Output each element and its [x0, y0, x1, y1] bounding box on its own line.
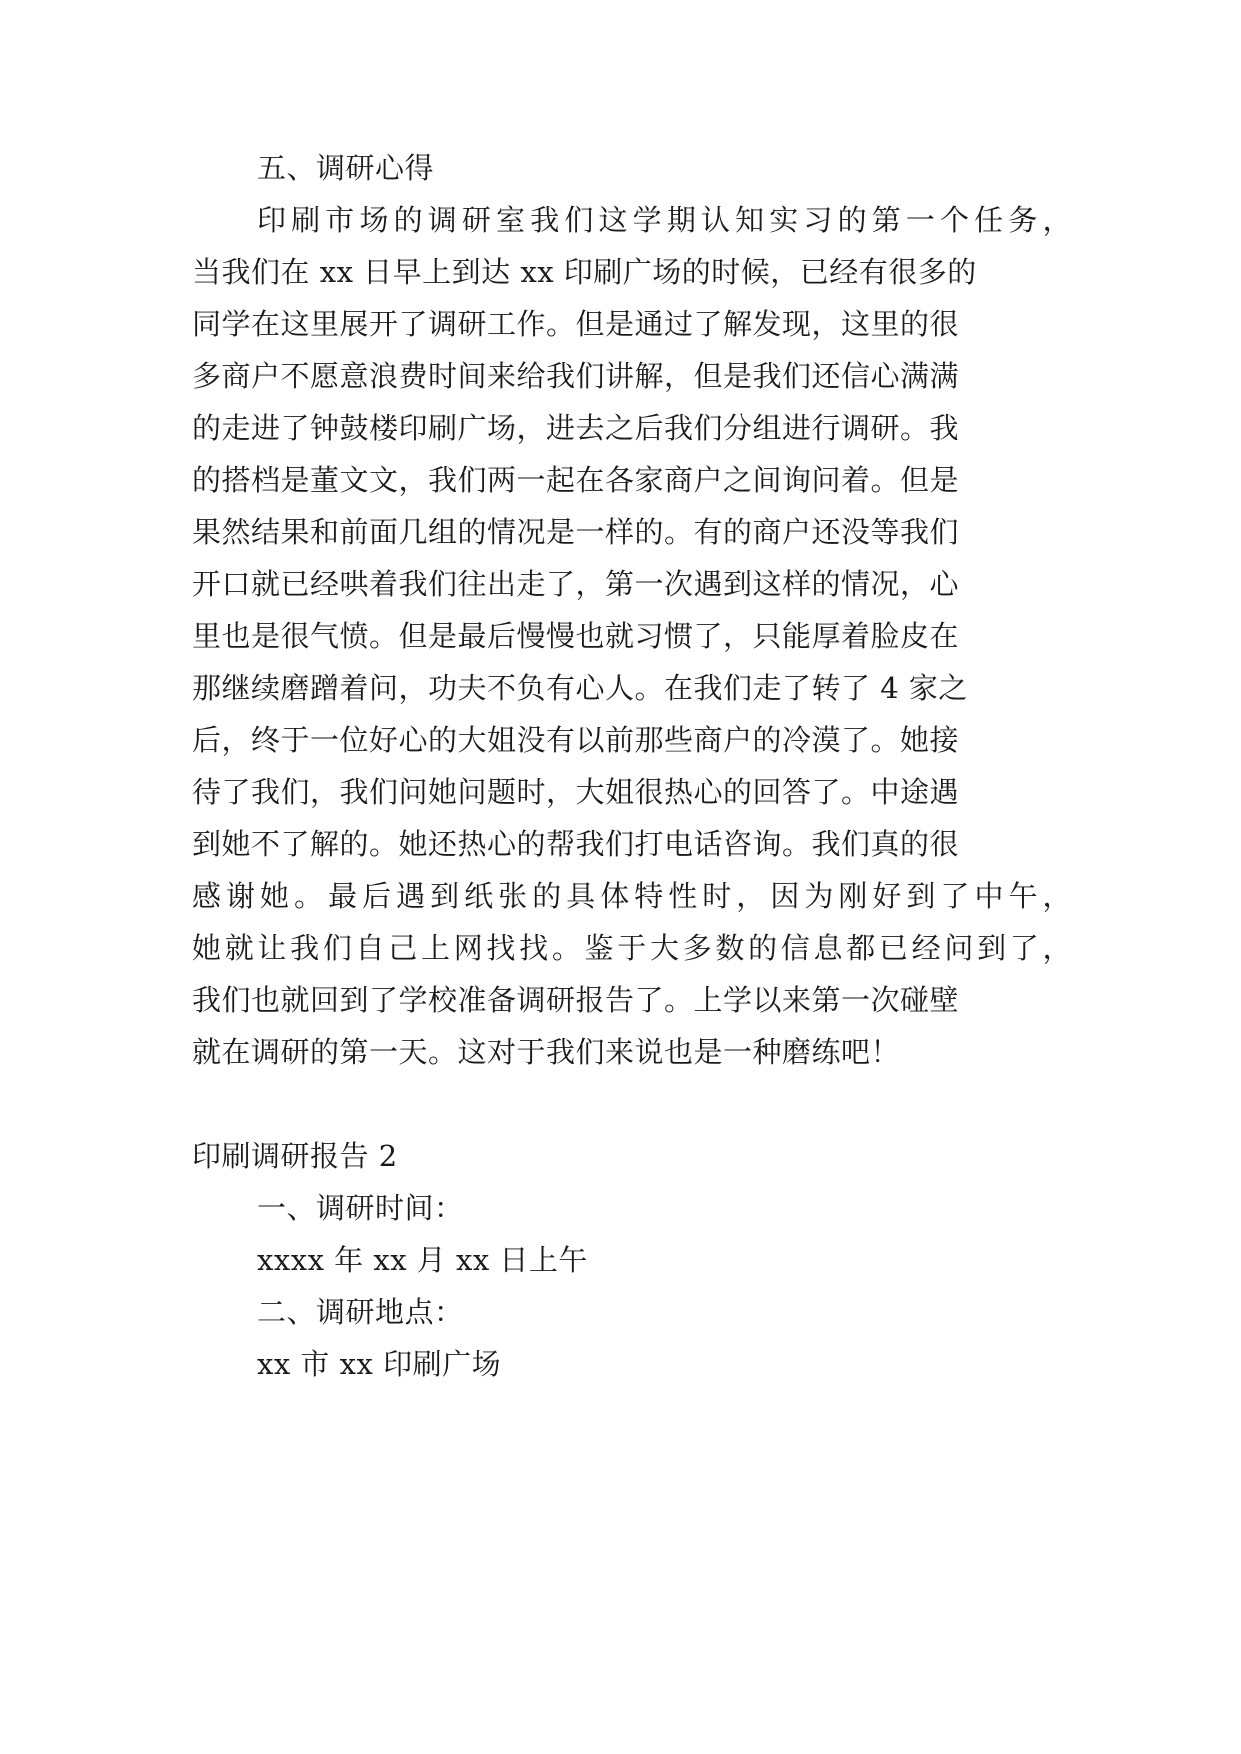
paragraph-line: 里也是很气愤。但是最后慢慢也就习惯了，只能厚着脸皮在: [192, 619, 960, 653]
place-heading: 二、调研地点：: [257, 1295, 464, 1329]
paragraph-line: 的走进了钟鼓楼印刷广场，进去之后我们分组进行调研。我: [192, 411, 960, 445]
paragraph-line: 多商户不愿意浪费时间来给我们讲解，但是我们还信心满满: [192, 359, 960, 393]
paragraph-line: 同学在这里展开了调研工作。但是通过了解发现，这里的很: [192, 307, 960, 341]
paragraph-line: 就在调研的第一天。这对于我们来说也是一种磨练吧！: [192, 1035, 901, 1069]
paragraph-line: 感谢她。最后遇到纸张的具体特性时，因为刚好到了中午，: [192, 879, 1072, 913]
section-heading: 五、调研心得: [257, 151, 435, 185]
paragraph-line: 当我们在 xx 日早上到达 xx 印刷广场的时候，已经有很多的: [192, 255, 977, 289]
paragraph-line: 开口就已经哄着我们往出走了，第一次遇到这样的情况，心: [192, 567, 960, 601]
paragraph-line: 到她不了解的。她还热心的帮我们打电话咨询。我们真的很: [192, 827, 960, 861]
paragraph-line: 待了我们，我们问她问题时，大姐很热心的回答了。中途遇: [192, 775, 960, 809]
paragraph-line: 后，终于一位好心的大姐没有以前那些商户的冷漠了。她接: [192, 723, 960, 757]
time-heading: 一、调研时间：: [257, 1191, 464, 1225]
paragraph-line: 的搭档是董文文，我们两一起在各家商户之间询问着。但是: [192, 463, 960, 497]
report-title: 印刷调研报告 2: [192, 1139, 398, 1173]
paragraph-line: 果然结果和前面几组的情况是一样的。有的商户还没等我们: [192, 515, 960, 549]
time-value: xxxx 年 xx 月 xx 日上午: [257, 1243, 588, 1277]
paragraph-line: 那继续磨蹭着问，功夫不负有心人。在我们走了转了 4 家之: [192, 671, 968, 705]
paragraph-line: 印刷市场的调研室我们这学期认知实习的第一个任务，: [257, 203, 1072, 237]
paragraph-line: 我们也就回到了学校准备调研报告了。上学以来第一次碰壁: [192, 983, 960, 1017]
place-value: xx 市 xx 印刷广场: [257, 1347, 502, 1381]
paragraph-line: 她就让我们自己上网找找。鉴于大多数的信息都已经问到了，: [192, 931, 1072, 965]
